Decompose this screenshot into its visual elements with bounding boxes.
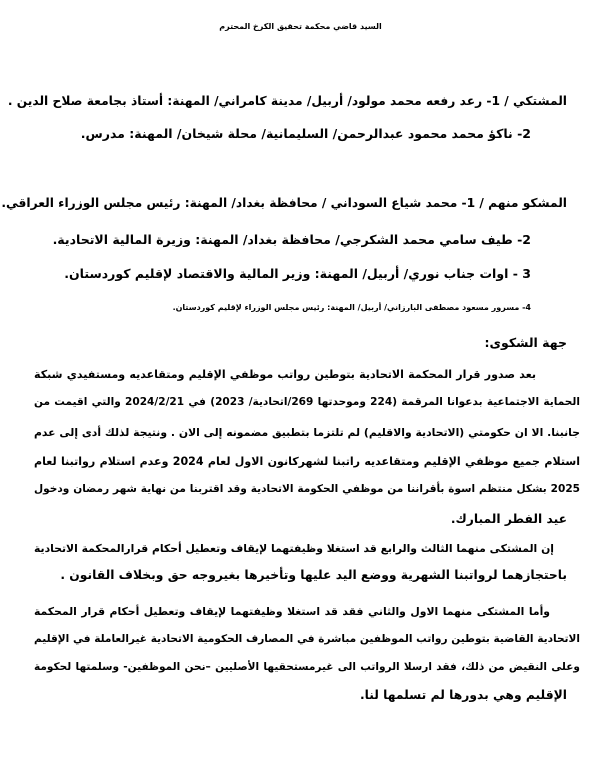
- paragraph-3-line-2: الاتحادية القاضية بتوطين رواتب الموظفين مباشرة في المصارف الحكومية الاتحادية غيرالعاملة في الإقليم: [34, 633, 580, 645]
- paragraph-3-line-4: الإقليم وهي بدورها لم تسلمها لنا.: [359, 688, 567, 702]
- paragraph-3-line-3: وعلى النقيض من ذلك، فقد ارسلا الرواتب الى غيرمستحقيها الأصليين –نحن الموظفين- وسلمتها لحكومة: [34, 661, 580, 673]
- paragraph-1-line-5: 2025 بشكل منتظم اسوة بأقراننا من موظفي الحكومة الاتحادية وقد اقتربنا من نهاية شهر رمضان ودخول: [34, 483, 580, 495]
- complainant-1: المشتكي / 1- رعد رفعه محمد مولود/ أربيل/ مدينة كامراني/ المهنة: أستاذ بجامعة صلاح الدين .: [7, 94, 567, 108]
- document-title: السيد قاضي محكمة تحقيق الكرخ المحترم: [219, 22, 382, 31]
- paragraph-2-line-2: باحتجازهما لرواتبنا الشهرية ووضع اليد عليها وتأخيرها بغيروجه حق وبخلاف القانون .: [60, 568, 567, 582]
- defendant-3: 3 - اوات جناب نوري/ أربيل/ المهنة: وزير المالية والاقتصاد لإقليم كوردستان.: [64, 266, 531, 281]
- complainant-2: 2- ناكؤ محمد محمود عبدالرحمن/ السليمانية/ محلة شيخان/ المهنة: مدرس.: [80, 126, 531, 141]
- defendant-4: 4- مسرور مسعود مصطفى البارزاني/ أربيل/ المهنة: رئيس مجلس الوزراء لإقليم كوردستان.: [172, 303, 531, 312]
- paragraph-1-line-2: الحماية الاجتماعية بدعوانا المرقمة (224 وموحدتها 269/اتحادية/ 2023) في 2024/2/21 والتي اقيمت من: [34, 396, 580, 408]
- defendant-2: 2- طيف سامي محمد الشكرجي/ محافظة بغداد/ المهنة: وزيرة المالية الاتحادية.: [52, 232, 531, 247]
- complaint-heading: جهة الشكوى:: [484, 335, 567, 350]
- paragraph-1-line-1: بعد صدور قرار المحكمة الاتحادية بتوطين رواتب موظفي الإقليم ومتقاعديه ومستفيدي شبكة: [34, 368, 536, 381]
- paragraph-3-line-1: وأما المشتكى منهما الاول والثاني فقد قد استغلا وظيفتهما لإيقاف وتعطيل أحكام قرار المحكمة: [34, 605, 550, 618]
- paragraph-1-line-6: عيد الفطر المبارك.: [450, 512, 567, 526]
- paragraph-1-line-4: استلام جميع موظفي الإقليم ومتقاعديه راتبنا لشهركانون الاول لعام 2024 وعدم استلام رواتبنا لعام: [34, 455, 580, 468]
- paragraph-1-line-3: جانبنا. الا ان حكومتي (الاتحادية والاقليم) لم تلتزما بتطبيق مضمونه إلى الان . ونتيجة لذلك أدى إلى عدم: [34, 426, 580, 439]
- defendant-1: المشكو منهم / 1- محمد شياع السوداني / محافظة بغداد/ المهنة: رئيس مجلس الوزراء العراقي.: [1, 196, 567, 210]
- paragraph-2-line-1: إن المشتكى منهما الثالث والرابع قد استغلا وظيفتهما لإيقاف وتعطيل أحكام قرارالمحكمة الاتحادية: [34, 542, 554, 555]
